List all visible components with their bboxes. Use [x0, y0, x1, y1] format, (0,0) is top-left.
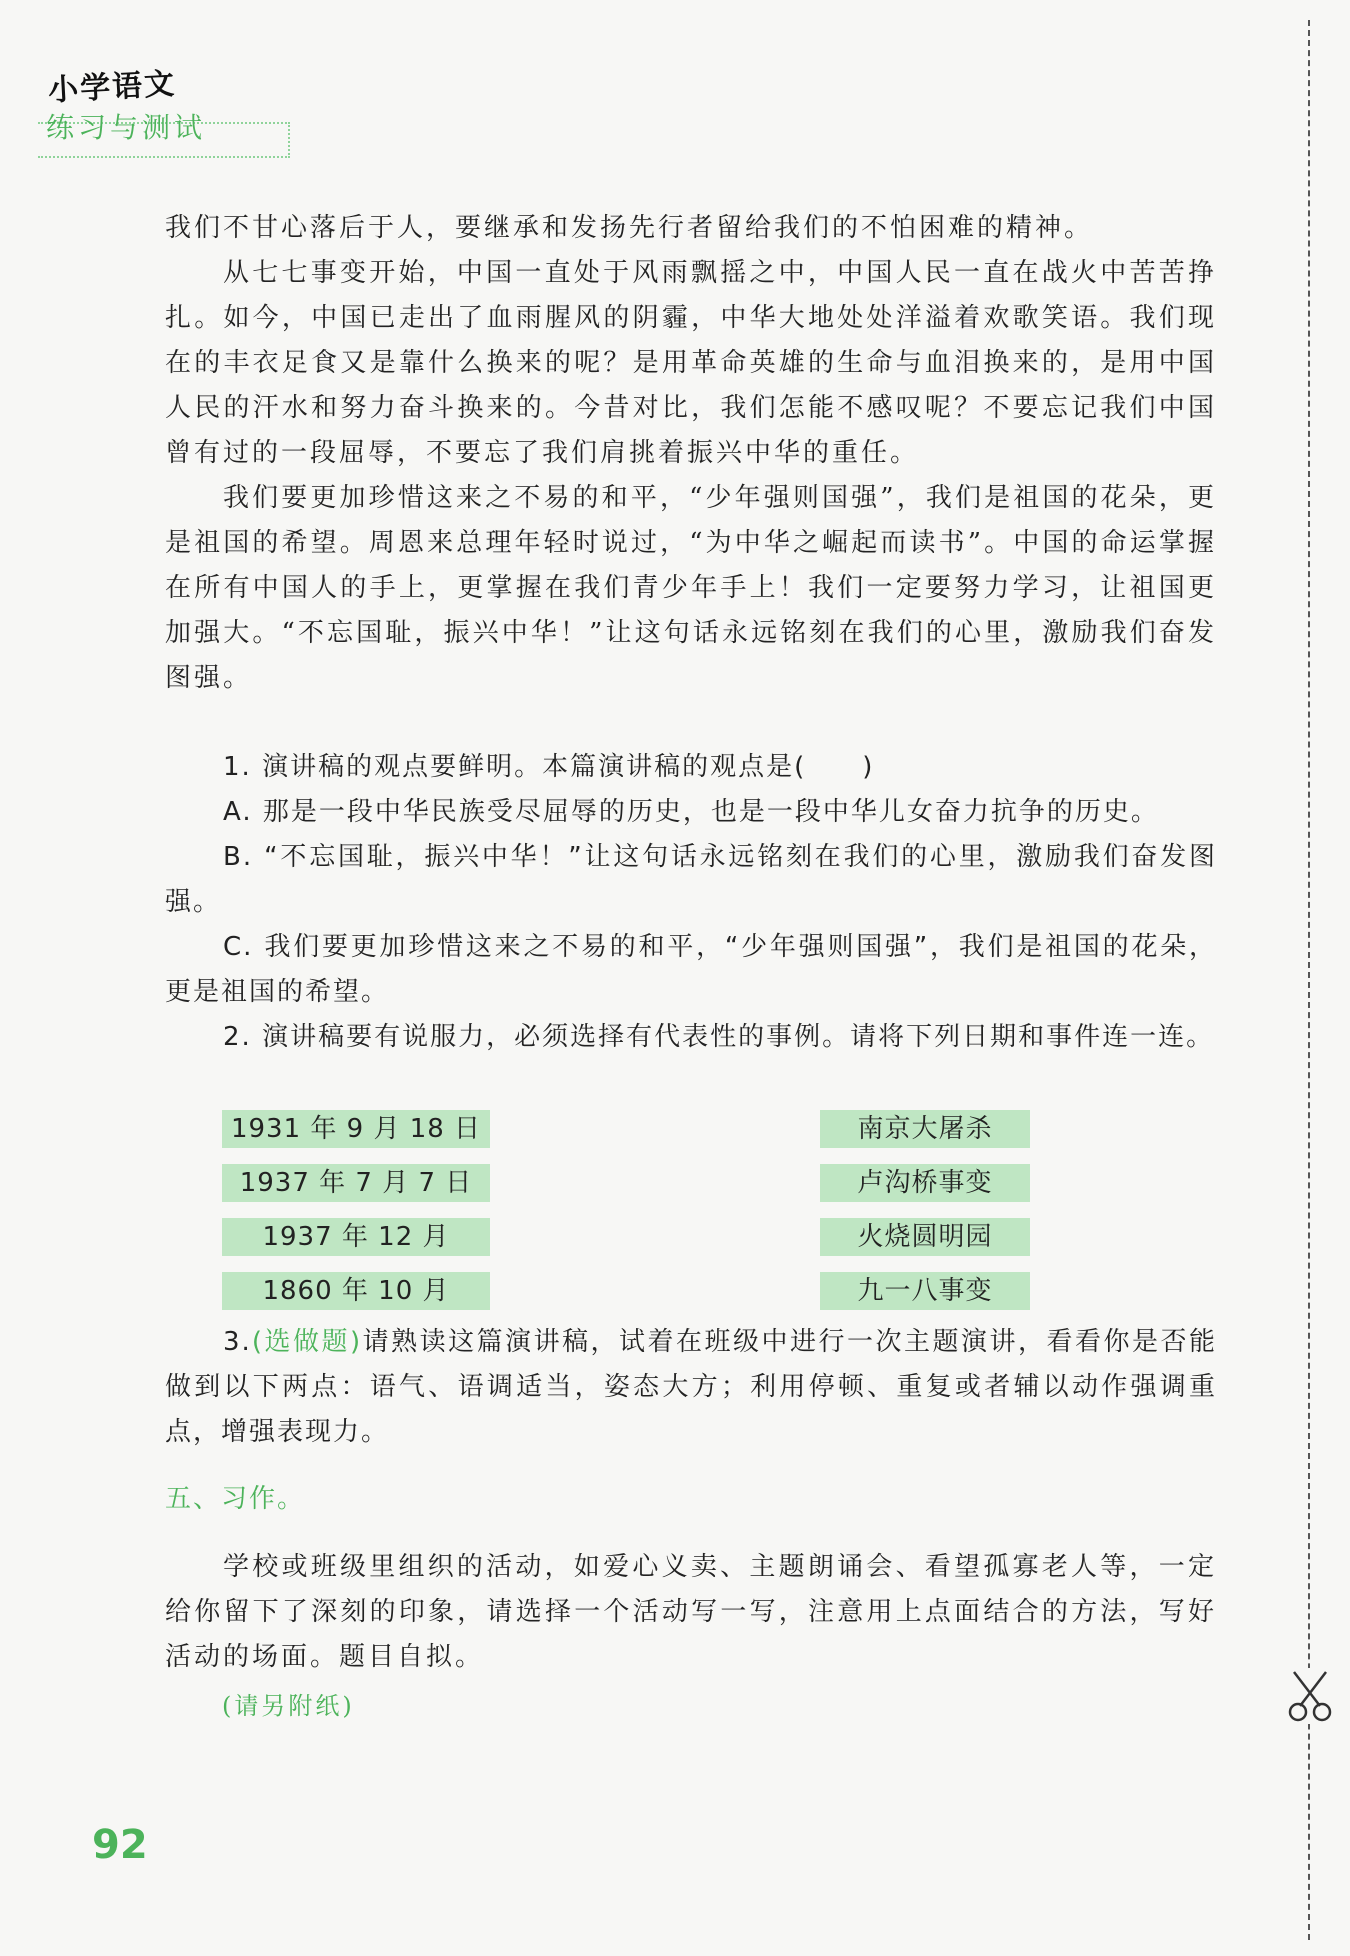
event-item[interactable]: 南京大屠杀	[820, 1110, 1030, 1148]
question-3	[165, 1320, 1217, 1455]
event-item[interactable]: 九一八事变	[820, 1272, 1030, 1310]
question-1-option-a: A. 那是一段中华民族受尽屈辱的历史，也是一段中华儿女奋力抗争的历史。	[223, 797, 1159, 827]
scissors-icon	[1286, 1668, 1334, 1724]
writing-prompt: 学校或班级里组织的活动，如爱心义卖、主题朗诵会、看望孤寡老人等，一定给你留下了深刻的印象，请选择一个活动写一写，注意用上点面结合的方法，写好活动的场面。题目自拟。	[165, 1552, 1217, 1672]
date-item[interactable]: 1937 年 7 月 7 日	[222, 1164, 490, 1202]
date-item[interactable]: 1931 年 9 月 18 日	[222, 1110, 490, 1148]
attach-paper-note: (请另附纸)	[222, 1692, 355, 1720]
section-heading-writing: 五、习作。	[165, 1484, 306, 1514]
event-item[interactable]: 火烧圆明园	[820, 1218, 1030, 1256]
passage-paragraph-1: 从七七事变开始，中国一直处于风雨飘摇之中，中国人民一直在战火中苦苦挣扎。如今，中国已走出了血雨腥风的阴霾，中华大地处处洋溢着欢歌笑语。我们现在的丰衣足食又是靠什么换来的呢？是用革命英雄的生命与血泪换来的，是用中国人民的汗水和努力奋斗换来的。今昔对比，我们怎能不感叹呢？不要忘记我们中国曾有过的一段屈辱，不要忘了我们肩挑着振兴中华的重任。	[165, 258, 1217, 468]
question-3-number: 3.	[223, 1327, 252, 1357]
date-item[interactable]: 1937 年 12 月	[222, 1218, 490, 1256]
passage-paragraph-2: 我们要更加珍惜这来之不易的和平，“少年强则国强”，我们是祖国的花朵，更是祖国的希望。周恩来总理年轻时说过，“为中华之崛起而读书”。中国的命运掌握在所有中国人的手上，更掌握在我们青少年手上！我们一定要努力学习，让祖国更加强大。“不忘国耻，振兴中华！”让这句话永远铭刻在我们的心里，激励我们奋发图强。	[165, 483, 1217, 693]
page-number: 92	[92, 1822, 148, 1868]
question-1-option-b: B. “不忘国耻，振兴中华！”让这句话永远铭刻在我们的心里，激励我们奋发图强。	[165, 842, 1217, 917]
question-1: 1. 演讲稿的观点要鲜明。本篇演讲稿的观点是( )	[223, 752, 875, 782]
cut-line	[1308, 20, 1310, 1940]
question-2: 2. 演讲稿要有说服力，必须选择有代表性的事例。请将下列日期和事件连一连。	[223, 1022, 1215, 1052]
question-3-body: 请熟读这篇演讲稿，试着在班级中进行一次主题演讲，看看你是否能做到以下两点：语气、语调适当，姿态大方；利用停顿、重复或者辅以动作强调重点，增强表现力。	[165, 1327, 1217, 1447]
passage-paragraph-0: 我们不甘心落后于人，要继承和发扬先行者留给我们的不怕困难的精神。	[165, 213, 1094, 243]
optional-tag: (选做题)	[251, 1327, 363, 1357]
event-item[interactable]: 卢沟桥事变	[820, 1164, 1030, 1202]
subject-title: 小学语文	[47, 66, 178, 109]
date-item[interactable]: 1860 年 10 月	[222, 1272, 490, 1310]
book-title: 练习与测试	[46, 111, 207, 144]
question-1-option-c: C. 我们要更加珍惜这来之不易的和平，“少年强则国强”，我们是祖国的花朵，更是祖国的希望。	[165, 932, 1217, 1007]
